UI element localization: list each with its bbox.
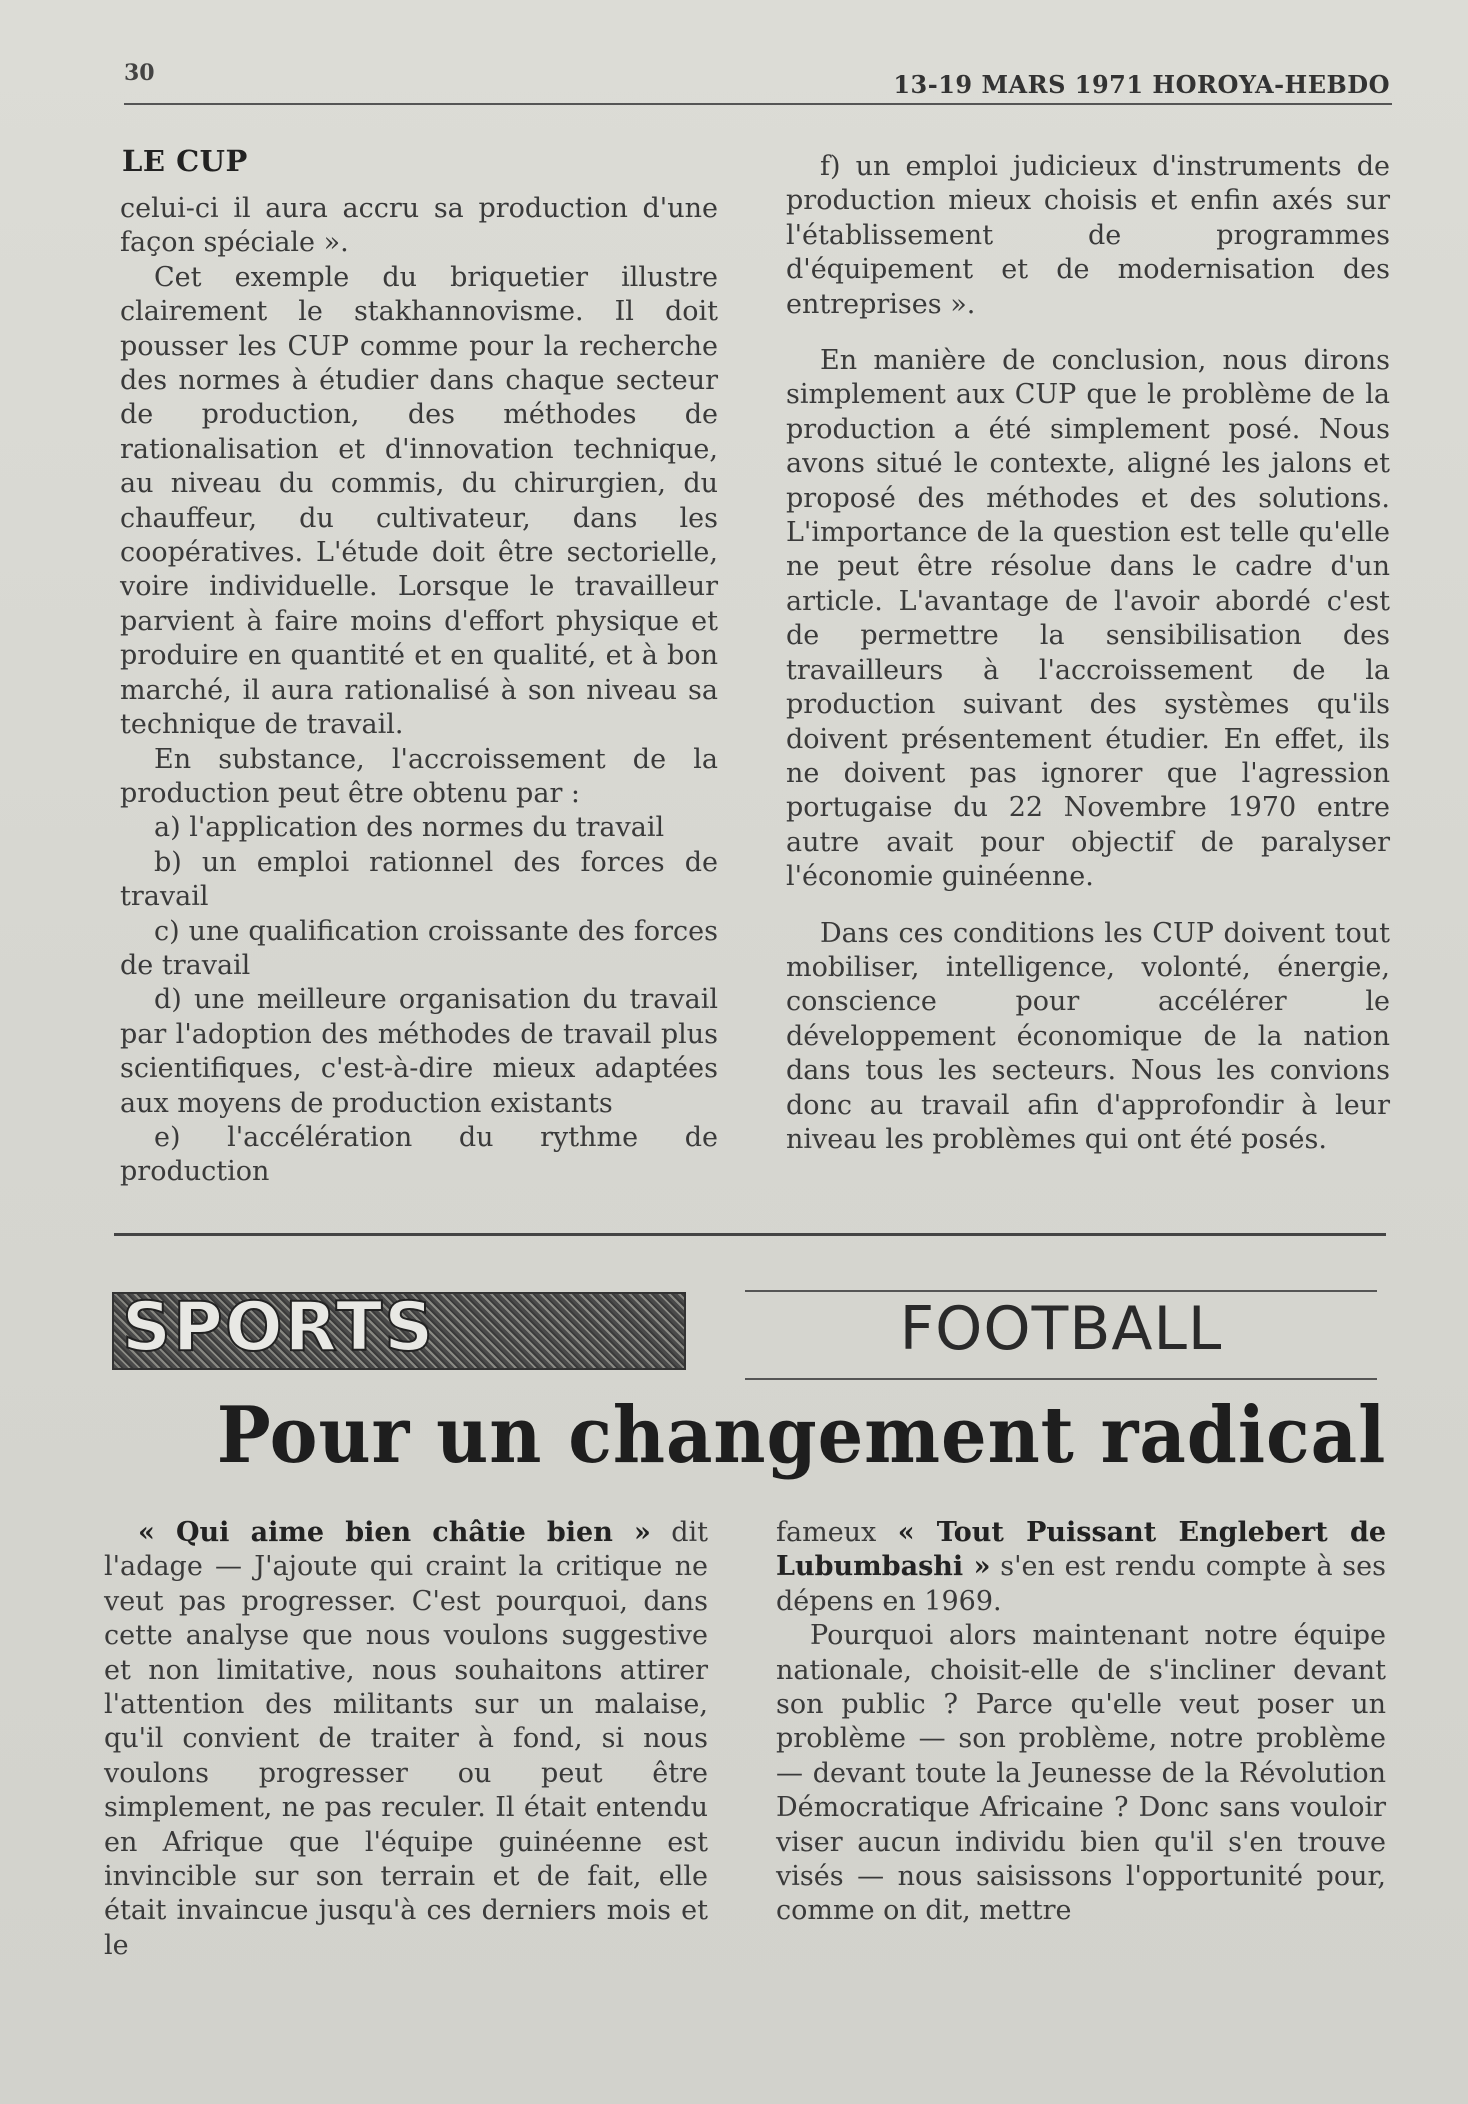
list-item: e) l'accélération du rythme de production <box>120 1121 718 1188</box>
paragraph <box>776 1516 1386 1619</box>
list-item: b) un emploi rationnel des forces de travail <box>120 846 718 913</box>
paragraph: Pourquoi alors maintenant notre équipe nationale, choisit-elle de s'incliner devant son public ? Parce qu'elle veut poser un problème — son problème, notre problème — devant toute la Jeunesse de la Révolution Démocratique Africaine ? Donc sans vouloir viser aucun individu bien qu'il s'en trouve visés — nous saisissons l'opportunité pour, comme on dit, mettre <box>776 1620 1386 1927</box>
paragraph: celui-ci il aura accru sa production d'une façon spéciale ». <box>120 193 718 259</box>
sports-label: SPORTS <box>122 1288 436 1367</box>
paragraph: Dans ces conditions les CUP doivent tout mobiliser, intelligence, volonté, énergie, conscience pour accélérer le développement économique de la nation dans tous les secteurs. Nous les convions donc au travail afin d'approfondir à leur niveau les problèmes qui ont été posés. <box>786 917 1390 1155</box>
football-label: FOOTBALL <box>899 1294 1223 1364</box>
football-rule-bottom <box>745 1378 1377 1380</box>
quote-bold: « Qui aime bien châtie bien » <box>138 1517 651 1548</box>
sports-right-column <box>776 1516 1386 1929</box>
team-name-bold: « Tout Puissant Englebert de Lubumbashi » <box>776 1517 1387 1583</box>
paragraph-text: fameux <box>776 1517 898 1548</box>
issue-line: 13-19 MARS 1971 HOROYA-HEBDO <box>893 70 1390 99</box>
paragraph-text: dit l'adage — J'ajoute qui craint la critique ne veut pas progresser. C'est pourquoi, dans cette analyse que nous voulons suggestive et non limitative, nous souhaitons attirer l'attention des militants sur un malaise, qu'il convient de traiter à fond, si nous voulons progresser ou peut être simplement, ne pas reculer. Il était entendu en Afrique que l'équipe guinéenne est invincible sur son terrain et de fait, elle était invaincue jusqu'à ces derniers mois et le <box>104 1517 708 1961</box>
list-item: d) une meilleure organisation du travail par l'adoption des méthodes de travail plus scientifiques, c'est-à-dire mieux adaptées aux moyens de production existants <box>120 984 718 1119</box>
paragraph: En substance, l'accroissement de la production peut être obtenu par : <box>120 743 718 809</box>
section-title: LE CUP <box>122 144 248 178</box>
football-rule-top <box>745 1290 1377 1292</box>
header-rule <box>124 103 1392 105</box>
paragraph-text: s'en est rendu compte à ses dépens en 1969. <box>776 1551 1386 1617</box>
sports-left-column <box>104 1516 708 1963</box>
page-number: 30 <box>124 60 155 86</box>
headline: Pour un changement radical <box>216 1390 1386 1481</box>
paragraph: En manière de conclusion, nous dirons simplement aux CUP que le problème de la production a été simplement posé. Nous avons situé le contexte, aligné les jalons et proposé des méthodes et des solutions. L'importance de la question est telle qu'elle ne peut être résolue dans le cadre d'un article. L'avantage de l'avoir abordé c'est de permettre la sensibilisation des travailleurs à l'accroissement de la production suivant des systèmes qu'ils doivent présentement étudier. En effet, ils ne doivent pas ignorer que l'agression portugaise du 22 Novembre 1970 entre autre avait pour objectif de paralyser l'économie guinéenne. <box>786 345 1390 893</box>
paragraph: Cet exemple du briquetier illustre clairement le stakhannovisme. Il doit pousser les CUP comme pour la recherche des normes à étudier dans chaque secteur de production, des méthodes de rationalisation et d'innovation technique, au niveau du commis, du chirurgien, du chauffeur, du cultivateur, dans les coopératives. L'étude doit être sectorielle, voire individuelle. Lorsque le travailleur parvient à faire moins d'effort physique et produire en quantité et en qualité, et à bon marché, il aura rationalisé à son niveau sa technique de travail. <box>120 261 718 741</box>
article1-left-column <box>120 192 718 1190</box>
list-item: a) l'application des normes du travail <box>154 812 665 844</box>
list-item: c) une qualification croissante des forces de travail <box>120 915 718 981</box>
section-divider <box>114 1233 1386 1236</box>
article1-right-column <box>786 150 1390 1157</box>
list-item: f) un emploi judicieux d'instruments de production mieux choisis et enfin axés sur l'établissement de programmes d'équipement et de modernisation des entreprises ». <box>786 151 1390 320</box>
paragraph <box>104 1516 708 1963</box>
sports-banner <box>112 1288 686 1370</box>
